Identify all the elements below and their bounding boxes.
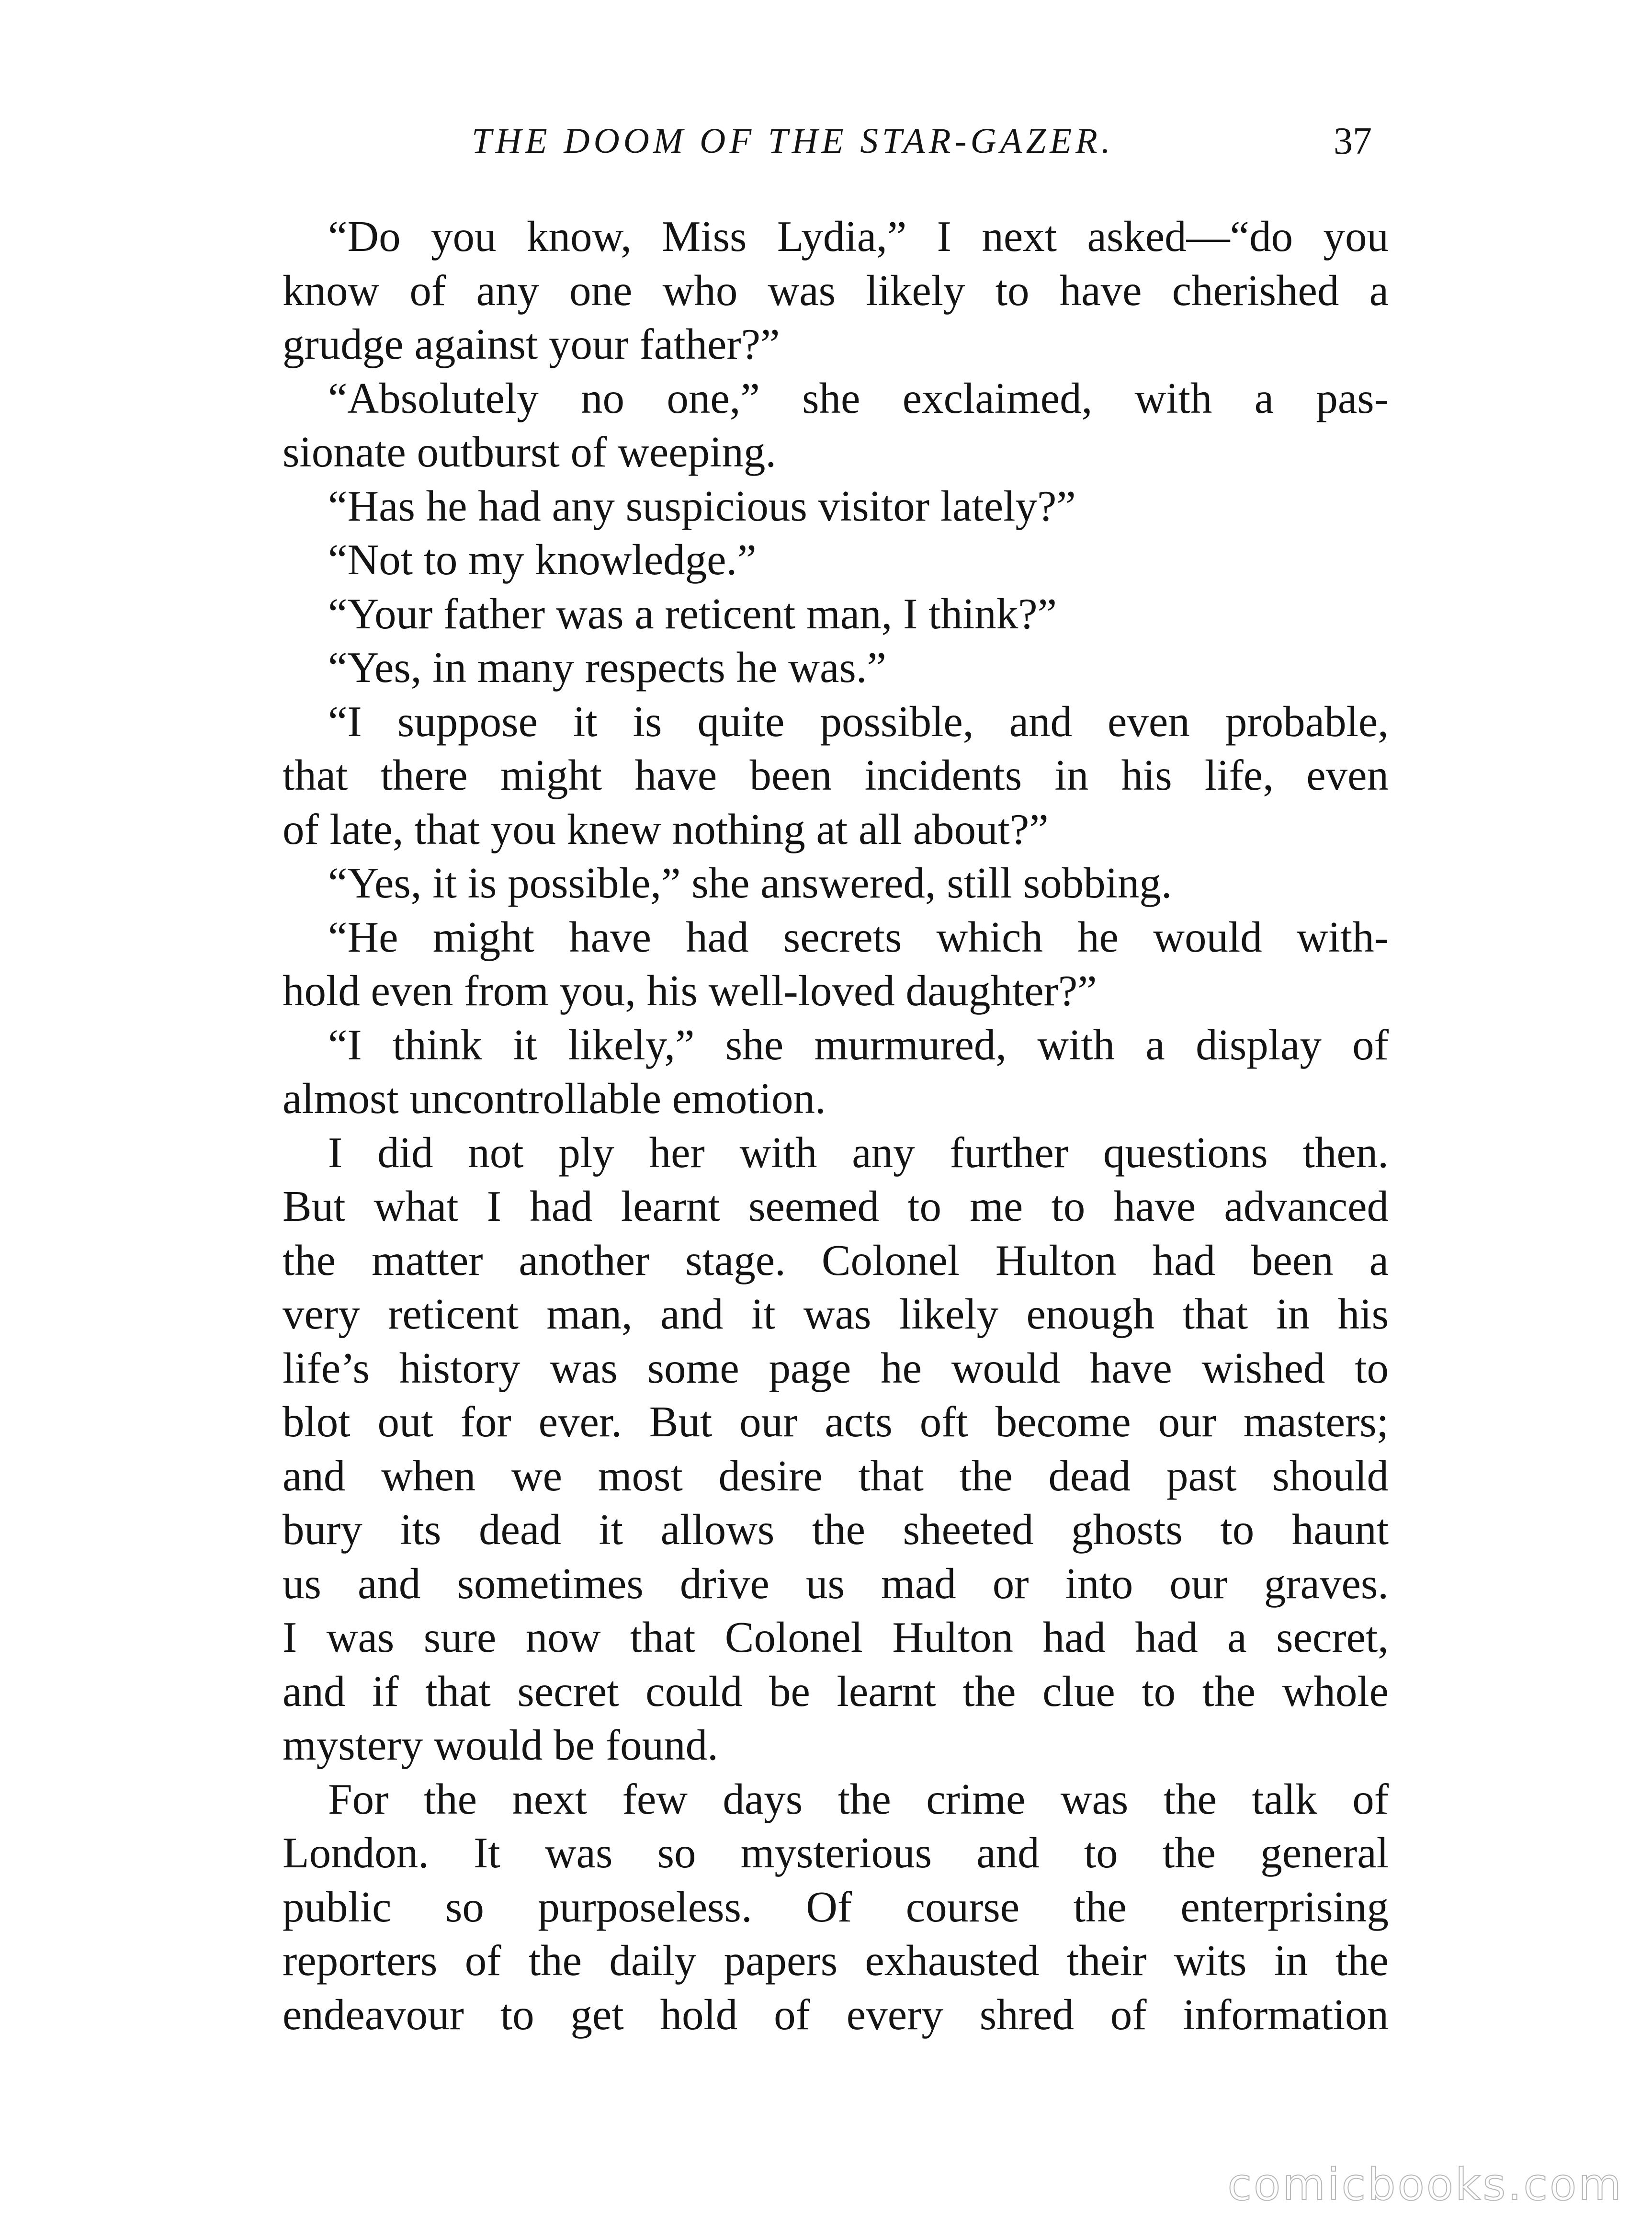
text-line: “I think it likely,” she murmured, with a display of [328, 1020, 1389, 1069]
text-line: hold even from you, his well-loved daughter?” [283, 966, 1097, 1015]
text-line: the matter another stage. Colonel Hulton had been a [283, 1236, 1389, 1284]
text-line: very reticent man, and it was likely enough that in his [283, 1290, 1389, 1338]
text-line: bury its dead it allows the sheeted ghosts to haunt [283, 1505, 1389, 1554]
text-line: I did not ply her with any further questions then. [328, 1128, 1389, 1177]
text-line: London. It was so mysterious and to the general [283, 1829, 1389, 1877]
text-line: public so purposeless. Of course the enterprising [283, 1882, 1389, 1931]
text-line: I was sure now that Colonel Hulton had had a secret, [283, 1613, 1389, 1661]
text-line: of late, that you knew nothing at all about?” [283, 805, 1049, 853]
text-line: reporters of the daily papers exhausted their wits in the [283, 1936, 1389, 1985]
text-line: grudge against your father?” [283, 320, 780, 368]
text-line: and when we most desire that the dead past should [283, 1451, 1389, 1500]
text-line: “Yes, it is possible,” she answered, still sobbing. [328, 859, 1172, 907]
text-line: “Not to my knowledge.” [328, 535, 757, 584]
text-line: “I suppose it is quite possible, and even probable, [328, 697, 1389, 746]
text-line: “Absolutely no one,” she exclaimed, with a pas- [328, 374, 1389, 422]
text-line: endeavour to get hold of every shred of information [283, 1990, 1389, 2039]
text-line: and if that secret could be learnt the clue to the whole [283, 1667, 1389, 1716]
text-line: sionate outburst of weeping. [283, 428, 777, 476]
running-title: THE DOOM OF THE STAR-GAZER. [472, 121, 1114, 161]
text-line: almost uncontrollable emotion. [283, 1074, 826, 1123]
text-line: that there might have been incidents in his life, even [283, 751, 1389, 799]
text-line: “Yes, in many respects he was.” [328, 643, 886, 692]
text-line: us and sometimes drive us mad or into our graves. [283, 1559, 1389, 1608]
body-text [283, 210, 1389, 2042]
watermark: comicbooks.com [1227, 2159, 1623, 2210]
text-line: mystery would be found. [283, 1721, 718, 1769]
text-line: But what I had learnt seemed to me to have advanced [283, 1182, 1389, 1230]
text-line: For the next few days the crime was the talk of [328, 1774, 1389, 1823]
running-head [0, 113, 1652, 170]
text-line: “Has he had any suspicious visitor lately?” [328, 481, 1076, 530]
text-line: “He might have had secrets which he would with- [328, 912, 1389, 961]
page-number: 37 [1334, 120, 1372, 162]
text-line: know of any one who was likely to have cherished a [283, 266, 1389, 315]
text-line: life’s history was some page he would have wished to [283, 1343, 1389, 1392]
text-line: blot out for ever. But our acts oft become our masters; [283, 1398, 1389, 1446]
text-line: “Do you know, Miss Lydia,” I next asked—“do you [328, 212, 1389, 261]
text-line: “Your father was a reticent man, I think?” [328, 589, 1057, 638]
